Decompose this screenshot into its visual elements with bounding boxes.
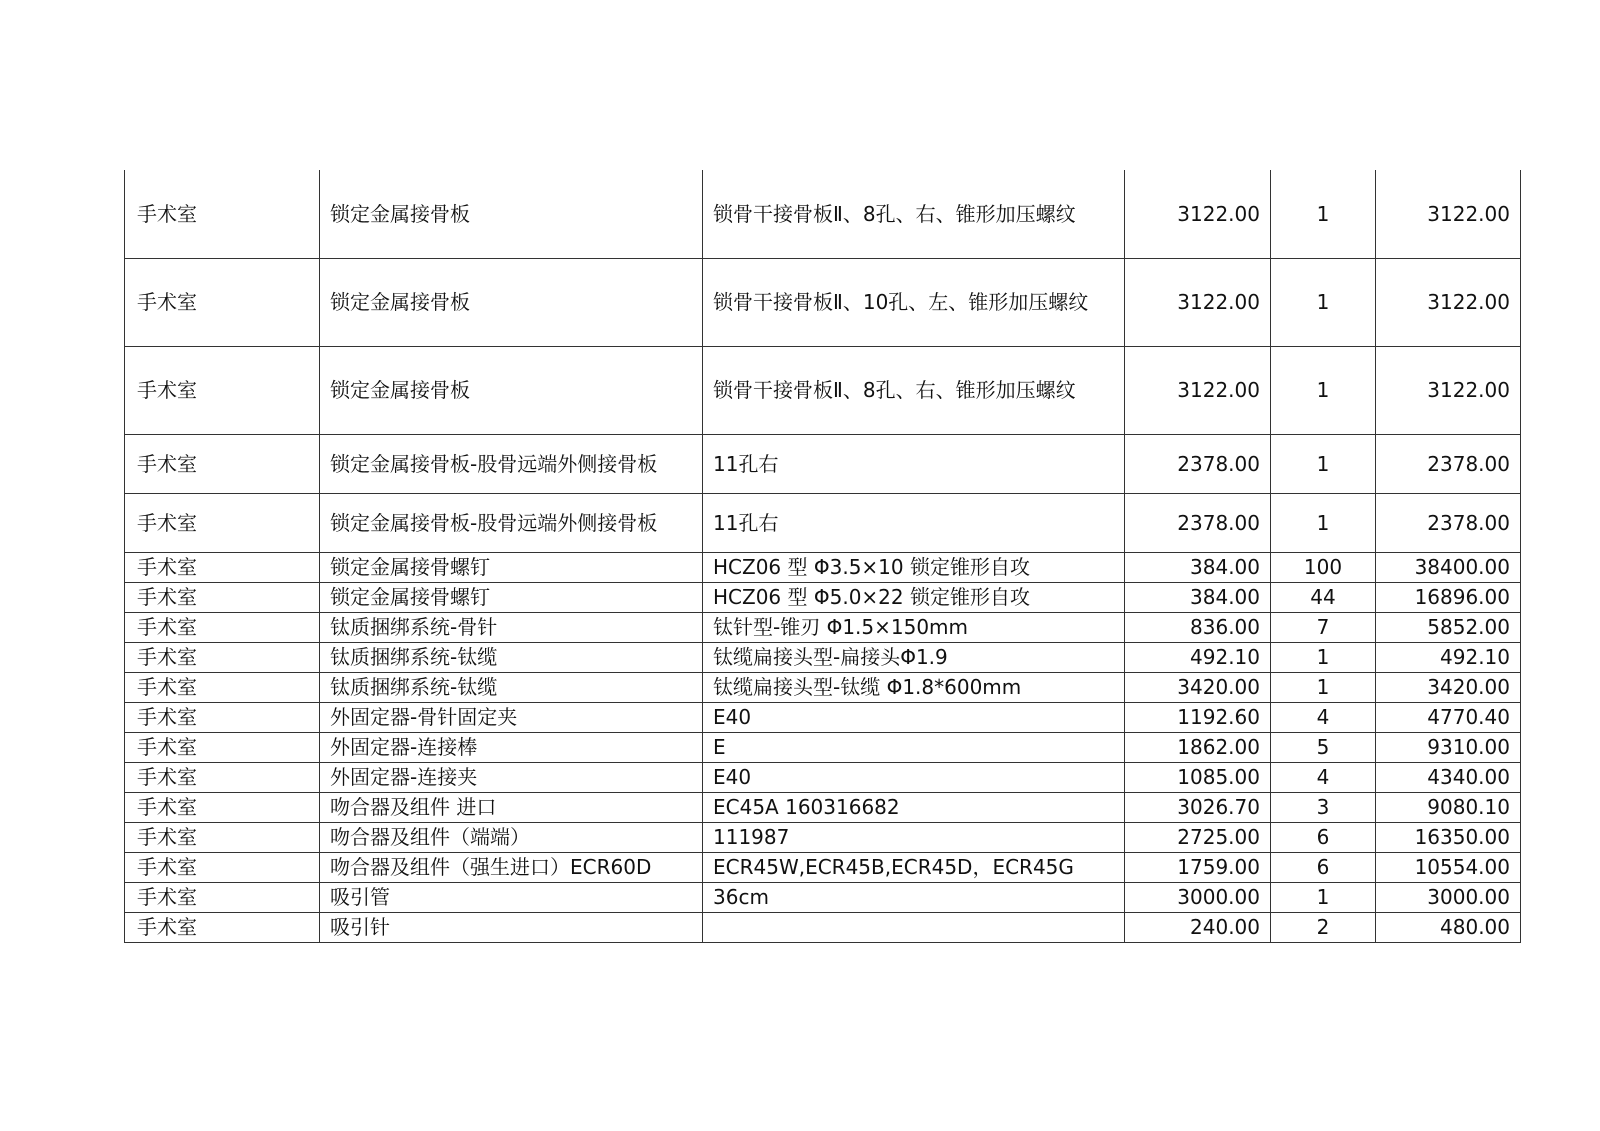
- spec-cell: 钛缆扁接头型-扁接头Φ1.9: [703, 642, 1125, 672]
- table-row: [125, 346, 1521, 434]
- table-row: [125, 792, 1521, 822]
- unit-price-cell: 2725.00: [1125, 822, 1271, 852]
- department-cell: 手术室: [125, 762, 320, 792]
- department-cell: 手术室: [125, 612, 320, 642]
- item-name-cell: 吻合器及组件（端端）: [320, 822, 703, 852]
- spec-cell: 钛针型-锥刃 Φ1.5×150mm: [703, 612, 1125, 642]
- department-cell: 手术室: [125, 882, 320, 912]
- amount-cell: 2378.00: [1376, 434, 1521, 493]
- department-cell: 手术室: [125, 642, 320, 672]
- department-cell: 手术室: [125, 552, 320, 582]
- item-name-cell: 钛质捆绑系统-骨针: [320, 612, 703, 642]
- quantity-cell: 6: [1271, 852, 1376, 882]
- amount-cell: 480.00: [1376, 912, 1521, 942]
- quantity-cell: 5: [1271, 732, 1376, 762]
- amount-cell: 3122.00: [1376, 258, 1521, 346]
- quantity-cell: 7: [1271, 612, 1376, 642]
- table-row: [125, 612, 1521, 642]
- quantity-cell: 1: [1271, 642, 1376, 672]
- unit-price-cell: 3420.00: [1125, 672, 1271, 702]
- amount-cell: 38400.00: [1376, 552, 1521, 582]
- unit-price-cell: 3000.00: [1125, 882, 1271, 912]
- table-row: [125, 852, 1521, 882]
- unit-price-cell: 384.00: [1125, 552, 1271, 582]
- item-name-cell: 锁定金属接骨板: [320, 258, 703, 346]
- amount-cell: 10554.00: [1376, 852, 1521, 882]
- item-name-cell: 吸引针: [320, 912, 703, 942]
- amount-cell: 9080.10: [1376, 792, 1521, 822]
- table-row: [125, 258, 1521, 346]
- spec-cell: 11孔右: [703, 493, 1125, 552]
- quantity-cell: 3: [1271, 792, 1376, 822]
- unit-price-cell: 1862.00: [1125, 732, 1271, 762]
- unit-price-cell: 3122.00: [1125, 258, 1271, 346]
- table-row: [125, 582, 1521, 612]
- item-name-cell: 锁定金属接骨螺钉: [320, 552, 703, 582]
- quantity-cell: 1: [1271, 346, 1376, 434]
- quantity-cell: 1: [1271, 882, 1376, 912]
- spec-cell: E40: [703, 762, 1125, 792]
- unit-price-cell: 492.10: [1125, 642, 1271, 672]
- spec-cell: ECR45W,ECR45B,ECR45D，ECR45G: [703, 852, 1125, 882]
- spec-cell: E40: [703, 702, 1125, 732]
- amount-cell: 3420.00: [1376, 672, 1521, 702]
- table-row: [125, 493, 1521, 552]
- table-row: [125, 672, 1521, 702]
- amount-cell: 16896.00: [1376, 582, 1521, 612]
- unit-price-cell: 3122.00: [1125, 170, 1271, 258]
- spec-cell: 36cm: [703, 882, 1125, 912]
- unit-price-cell: 836.00: [1125, 612, 1271, 642]
- unit-price-cell: 3026.70: [1125, 792, 1271, 822]
- unit-price-cell: 384.00: [1125, 582, 1271, 612]
- table-row: [125, 642, 1521, 672]
- spec-cell: 锁骨干接骨板Ⅱ、10孔、左、锥形加压螺纹: [703, 258, 1125, 346]
- quantity-cell: 1: [1271, 170, 1376, 258]
- item-name-cell: 外固定器-骨针固定夹: [320, 702, 703, 732]
- spec-cell: [703, 912, 1125, 942]
- table-row: [125, 762, 1521, 792]
- quantity-cell: 1: [1271, 493, 1376, 552]
- amount-cell: 492.10: [1376, 642, 1521, 672]
- quantity-cell: 1: [1271, 672, 1376, 702]
- quantity-cell: 4: [1271, 702, 1376, 732]
- item-name-cell: 外固定器-连接夹: [320, 762, 703, 792]
- spec-cell: E: [703, 732, 1125, 762]
- amount-cell: 9310.00: [1376, 732, 1521, 762]
- material-table: [124, 170, 1521, 943]
- table-row: [125, 912, 1521, 942]
- spec-cell: 锁骨干接骨板Ⅱ、8孔、右、锥形加压螺纹: [703, 170, 1125, 258]
- department-cell: 手术室: [125, 434, 320, 493]
- unit-price-cell: 1759.00: [1125, 852, 1271, 882]
- amount-cell: 4770.40: [1376, 702, 1521, 732]
- table-row: [125, 434, 1521, 493]
- table-row: [125, 732, 1521, 762]
- table-row: [125, 170, 1521, 258]
- quantity-cell: 2: [1271, 912, 1376, 942]
- unit-price-cell: 240.00: [1125, 912, 1271, 942]
- quantity-cell: 100: [1271, 552, 1376, 582]
- amount-cell: 3122.00: [1376, 346, 1521, 434]
- department-cell: 手术室: [125, 672, 320, 702]
- unit-price-cell: 2378.00: [1125, 434, 1271, 493]
- item-name-cell: 外固定器-连接棒: [320, 732, 703, 762]
- item-name-cell: 钛质捆绑系统-钛缆: [320, 642, 703, 672]
- quantity-cell: 44: [1271, 582, 1376, 612]
- spec-cell: EC45A 160316682: [703, 792, 1125, 822]
- amount-cell: 3000.00: [1376, 882, 1521, 912]
- department-cell: 手术室: [125, 170, 320, 258]
- quantity-cell: 1: [1271, 258, 1376, 346]
- item-name-cell: 吻合器及组件 进口: [320, 792, 703, 822]
- quantity-cell: 6: [1271, 822, 1376, 852]
- item-name-cell: 钛质捆绑系统-钛缆: [320, 672, 703, 702]
- amount-cell: 3122.00: [1376, 170, 1521, 258]
- quantity-cell: 4: [1271, 762, 1376, 792]
- unit-price-cell: 2378.00: [1125, 493, 1271, 552]
- table-row: [125, 702, 1521, 732]
- spec-cell: 11孔右: [703, 434, 1125, 493]
- amount-cell: 5852.00: [1376, 612, 1521, 642]
- quantity-cell: 1: [1271, 434, 1376, 493]
- amount-cell: 16350.00: [1376, 822, 1521, 852]
- department-cell: 手术室: [125, 702, 320, 732]
- item-name-cell: 锁定金属接骨板-股骨远端外侧接骨板: [320, 493, 703, 552]
- item-name-cell: 锁定金属接骨板: [320, 346, 703, 434]
- department-cell: 手术室: [125, 852, 320, 882]
- item-name-cell: 吸引管: [320, 882, 703, 912]
- unit-price-cell: 1085.00: [1125, 762, 1271, 792]
- spec-cell: HCZ06 型 Φ3.5×10 锁定锥形自攻: [703, 552, 1125, 582]
- spec-cell: HCZ06 型 Φ5.0×22 锁定锥形自攻: [703, 582, 1125, 612]
- department-cell: 手术室: [125, 258, 320, 346]
- unit-price-cell: 3122.00: [1125, 346, 1271, 434]
- spec-cell: 111987: [703, 822, 1125, 852]
- spec-cell: 钛缆扁接头型-钛缆 Φ1.8*600mm: [703, 672, 1125, 702]
- table-row: [125, 882, 1521, 912]
- department-cell: 手术室: [125, 912, 320, 942]
- department-cell: 手术室: [125, 792, 320, 822]
- table-row: [125, 822, 1521, 852]
- department-cell: 手术室: [125, 732, 320, 762]
- department-cell: 手术室: [125, 822, 320, 852]
- item-name-cell: 锁定金属接骨板: [320, 170, 703, 258]
- amount-cell: 4340.00: [1376, 762, 1521, 792]
- department-cell: 手术室: [125, 582, 320, 612]
- amount-cell: 2378.00: [1376, 493, 1521, 552]
- spec-cell: 锁骨干接骨板Ⅱ、8孔、右、锥形加压螺纹: [703, 346, 1125, 434]
- department-cell: 手术室: [125, 346, 320, 434]
- item-name-cell: 锁定金属接骨板-股骨远端外侧接骨板: [320, 434, 703, 493]
- unit-price-cell: 1192.60: [1125, 702, 1271, 732]
- item-name-cell: 锁定金属接骨螺钉: [320, 582, 703, 612]
- department-cell: 手术室: [125, 493, 320, 552]
- item-name-cell: 吻合器及组件（强生进口）ECR60D: [320, 852, 703, 882]
- table-row: [125, 552, 1521, 582]
